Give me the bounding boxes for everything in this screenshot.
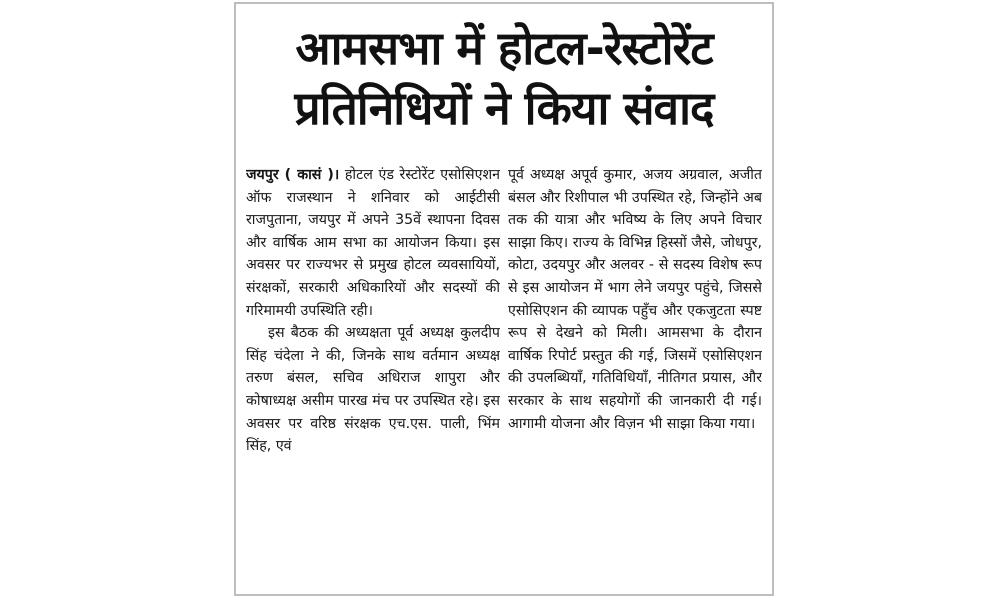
paragraph-1-text: होटल एंड रेस्टोरेंट एसोसिएशन ऑफ राजस्थान ने शनिवार को आईटीसी राजपुताना, जयपुर में अपने 35वें स्थापना दिवस और वार्षिक आम सभा का आयोजन किया। इस अवसर पर राज्यभर से प्रमुख होटल व्यवसायियों, संरक्षकों, सरकारी अधिकारियों और सदस्यों की गरिमामयी उपस्थिति रही।: [246, 167, 500, 319]
newspaper-clipping: [234, 2, 774, 596]
article-headline: [236, 4, 772, 138]
headline-line-2: प्रतिनिधियों ने किया संवाद: [294, 81, 714, 135]
paragraph-2: इस बैठक की अध्यक्षता पूर्व अध्यक्ष कुलदीप सिंह चंदेला ने की, जिनके साथ वर्तमान अध्यक्ष तरुण बंसल, सचिव अधिराज शापुरा और कोषाध्यक्ष असीम पारख मंच पर उपस्थित रहे। इस अवसर पर वरिष्ठ संरक्षक एच.एस. पाली, भिंम सिंह, एवं: [246, 325, 500, 455]
dateline: जयपुर ( कासं )।: [246, 167, 340, 183]
paragraph-1: [246, 164, 500, 322]
article-column-1: [246, 164, 500, 584]
article-body: [246, 164, 762, 584]
article-column-2: [508, 164, 762, 584]
paragraph-3: पूर्व अध्यक्ष अपूर्व कुमार, अजय अग्रवाल, अजीत बंसल और रिशीपाल भी उपस्थित रहे, जिन्होंने अब तक की यात्रा और भविष्य के लिए अपने विचार साझा किए। राज्य के विभिन्न हिस्सों जैसे, जोधपुर, कोटा, उदयपुर और अलवर - से सदस्य विशेष रूप से इस आयोजन में भाग लेने जयपुर पहुंचे, जिससे एसोसिएशन की व्यापक पहुँच और एकजुटता स्पष्ट रूप से देखने को मिली। आमसभा के दौरान वार्षिक रिपोर्ट प्रस्तुत की गई, जिसमें एसोसिएशन की उपलब्धियाँ, गतिविधियाँ, नीतिगत प्रयास, और सरकार के साथ सहयोगों की जानकारी दी गई। आगामी योजना और विज़न भी साझा किया गया।: [508, 167, 762, 432]
headline-line-1: आमसभा में होटल-रेस्टोरेंट: [295, 21, 713, 75]
